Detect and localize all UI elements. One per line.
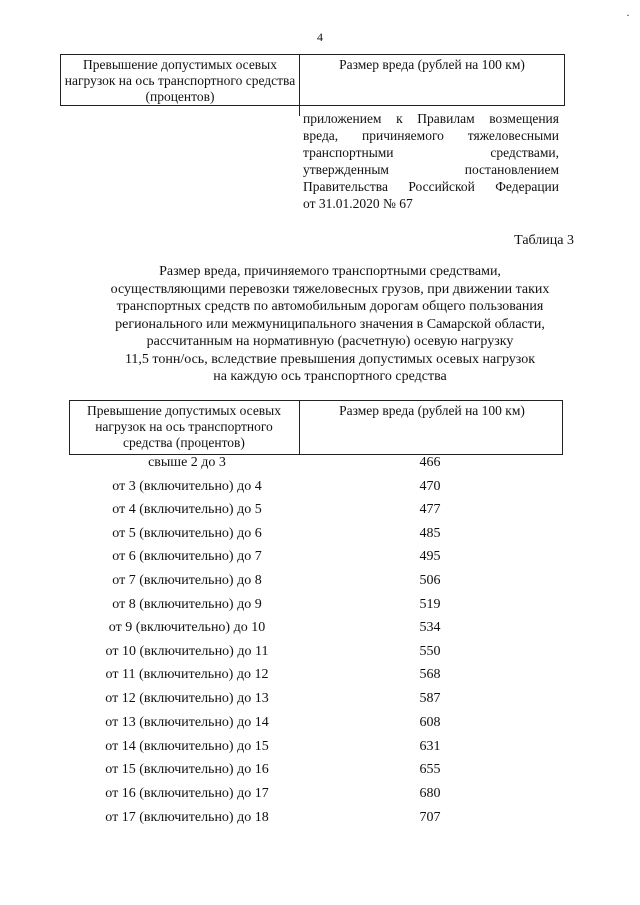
row-range: от 4 (включительно) до 5	[112, 502, 262, 517]
row-range: от 9 (включительно) до 10	[108, 620, 266, 635]
row-range: от 12 (включительно) до 13	[105, 691, 269, 706]
reference-line: утвержденным постановлением	[303, 162, 559, 177]
row-value: 519	[419, 597, 441, 612]
row-value: 506	[419, 573, 441, 588]
row-value: 495	[419, 549, 441, 564]
title-line: на каждую ось транспортного средства	[213, 369, 447, 384]
row-range: от 16 (включительно) до 17	[105, 786, 269, 801]
row-value: 477	[419, 502, 441, 517]
row-range: от 11 (включительно) до 12	[105, 667, 269, 682]
row-value: 466	[419, 455, 441, 470]
row-range: от 17 (включительно) до 18	[105, 810, 269, 825]
row-range: от 13 (включительно) до 14	[105, 715, 269, 730]
reference-line: Правительства Российской Федерации	[303, 179, 559, 194]
reference-line: транспортными средствами,	[303, 145, 559, 160]
top-header-col2: Размер вреда (рублей на 100 км)	[339, 57, 525, 72]
row-range: от 14 (включительно) до 15	[105, 739, 269, 754]
row-value: 631	[419, 739, 441, 754]
row-range: свыше 2 до 3	[148, 455, 226, 470]
top-header-col1: Превышение допустимых осевых нагрузок на ось транспортного средства (процентов)	[64, 57, 296, 104]
row-range: от 7 (включительно) до 8	[112, 573, 262, 588]
reference-line: вреда, причиняемого тяжеловесными	[303, 128, 559, 143]
title-line: Размер вреда, причиняемого транспортными средствами,	[159, 264, 501, 279]
reference-line: от 31.01.2020 № 67	[303, 196, 413, 211]
row-value: 587	[419, 691, 441, 706]
corner-mark: ·	[626, 8, 630, 22]
header-divider	[299, 400, 300, 455]
title-line: 11,5 тонн/ось, вследствие превышения допустимых осевых нагрузок	[124, 351, 536, 367]
header-col2: Размер вреда (рублей на 100 км)	[339, 403, 525, 418]
row-range: от 6 (включительно) до 7	[112, 549, 262, 564]
row-value: 680	[419, 786, 441, 801]
title-line: осуществляющими перевозки тяжеловесных грузов, при движении таких	[110, 281, 550, 297]
title-line: рассчитанным на нормативную (расчетную) осевую нагрузку	[146, 334, 514, 349]
row-range: от 3 (включительно) до 4	[112, 479, 262, 494]
top-header-divider	[299, 54, 300, 106]
row-range: от 10 (включительно) до 11	[105, 644, 269, 659]
row-value: 608	[419, 715, 441, 730]
top-header-divider-ext	[299, 106, 300, 116]
row-value: 485	[419, 526, 441, 541]
title-line: регионального или межмуниципального значения в Самарской области,	[115, 316, 545, 332]
row-value: 470	[419, 479, 441, 494]
row-value: 568	[419, 667, 441, 682]
row-value: 655	[419, 762, 441, 777]
reference-line: приложением к Правилам возмещения	[303, 111, 559, 126]
page-number: 4	[317, 30, 323, 44]
reference-block	[303, 110, 559, 212]
row-value: 707	[419, 810, 441, 825]
table-title	[60, 263, 600, 386]
title-line: транспортных средств по автомобильным дорогам общего пользования	[116, 299, 544, 314]
row-range: от 15 (включительно) до 16	[105, 762, 269, 777]
header-col1: Превышение допустимых осевых нагрузок на ось транспортного средства (процентов)	[86, 403, 282, 450]
row-range: от 8 (включительно) до 9	[112, 597, 262, 612]
row-value: 550	[419, 644, 441, 659]
table-number: Таблица 3	[514, 233, 574, 248]
row-value: 534	[419, 620, 441, 635]
row-range: от 5 (включительно) до 6	[112, 526, 262, 541]
